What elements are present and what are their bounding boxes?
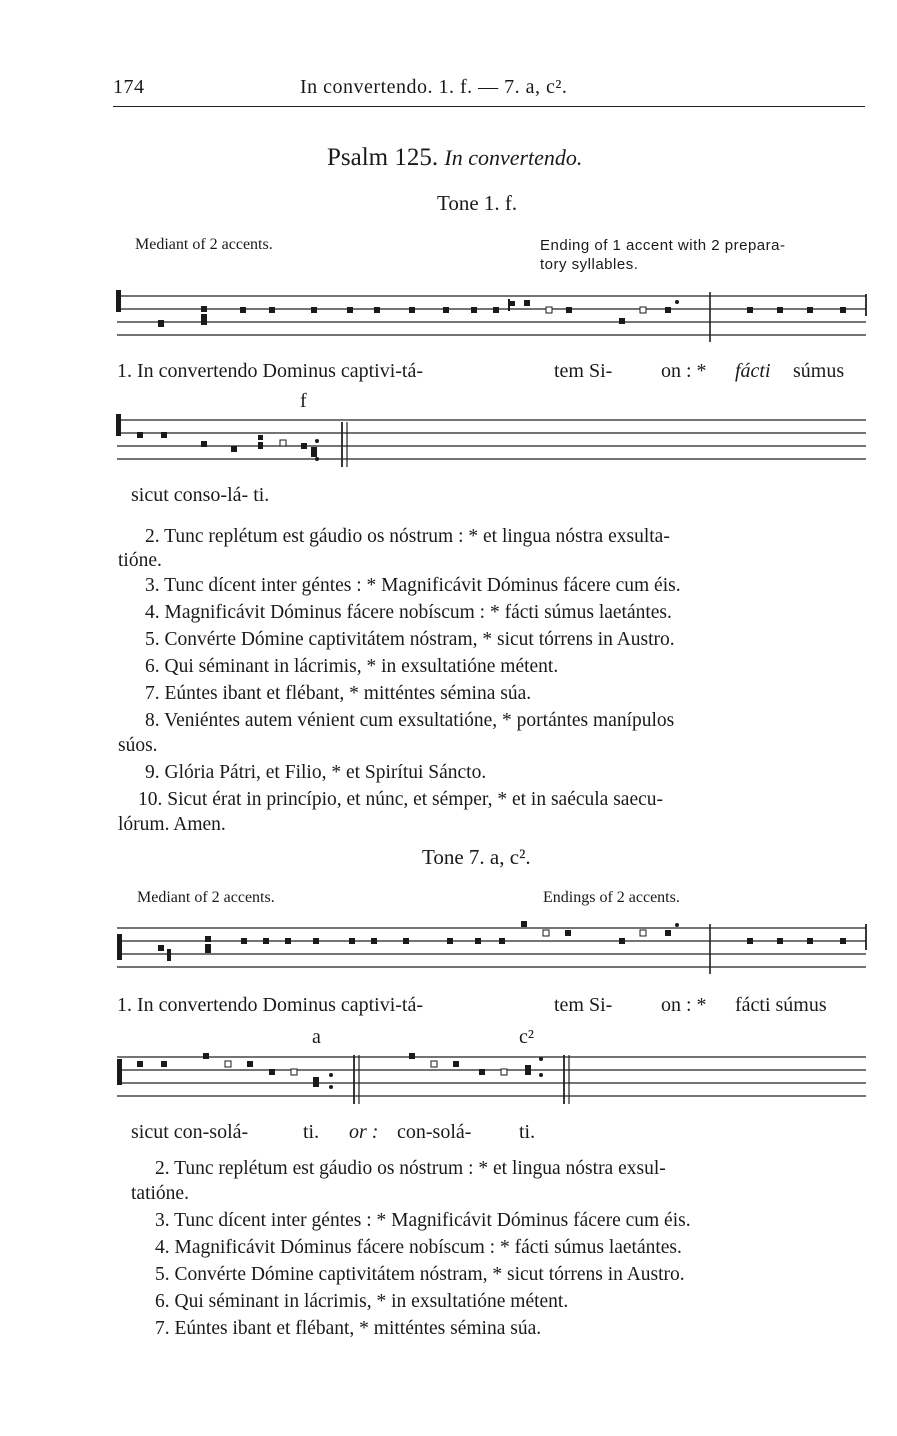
chant-staff-3 bbox=[113, 916, 868, 978]
underlay-2: sicut conso-lá- ti. bbox=[131, 484, 270, 506]
verse-1-10a: 10. Sicut érat in princípio, et núnc, et sémper, * et in saécula saecu- bbox=[138, 789, 663, 810]
verse-2-2a: 2. Tunc replétum est gáudio os nóstrum : * et lingua nóstra exsul- bbox=[155, 1158, 666, 1179]
underlay-4-d: con-solá- bbox=[397, 1121, 472, 1143]
underlay-1-c: on : * bbox=[661, 360, 707, 382]
verse-2-3: 3. Tunc dícent inter géntes : * Magnificávit Dóminus fácere cum éis. bbox=[155, 1210, 691, 1231]
tone-7-heading: Tone 7. a, c². bbox=[422, 845, 531, 869]
chant-staff-1 bbox=[113, 286, 868, 346]
underlay-4-c: or : bbox=[349, 1121, 379, 1143]
verse-1-10b: lórum. Amen. bbox=[118, 814, 226, 835]
verse-1-9: 9. Glória Pátri, et Filio, * et Spirítui Sáncto. bbox=[145, 762, 487, 783]
underlay-1-e: súmus bbox=[793, 360, 845, 382]
verse-1-2a: 2. Tunc replétum est gáudio os nóstrum : * et lingua nóstra exsulta- bbox=[145, 526, 670, 547]
verse-1-6: 6. Qui séminant in lácrimis, * in exsultatióne métent. bbox=[145, 656, 559, 677]
psalm-title bbox=[327, 144, 582, 172]
verse-1-8b: súos. bbox=[118, 735, 158, 756]
tone-1-heading: Tone 1. f. bbox=[437, 191, 518, 215]
underlay-3-b: tem Si- bbox=[554, 994, 613, 1016]
ending-label-f: f bbox=[300, 390, 307, 412]
underlay-1-b: tem Si- bbox=[554, 360, 613, 382]
underlay-3-d: fácti súmus bbox=[735, 994, 827, 1016]
verse-1-7: 7. Eúntes ibant et flébant, * mitténtes sémina súa. bbox=[145, 683, 532, 704]
ending-note-1-line2: tory syllables. bbox=[540, 256, 639, 273]
verse-2-5: 5. Convérte Dómine captivitátem nóstram, * sicut tórrens in Austro. bbox=[155, 1264, 685, 1285]
verse-1-8a: 8. Veniéntes autem vénient cum exsultatióne, * portántes manípulos bbox=[145, 710, 675, 731]
underlay-1-d: fácti bbox=[735, 360, 771, 382]
ending-label-c2: c² bbox=[519, 1026, 534, 1048]
mediant-note-2: Mediant of 2 accents. bbox=[137, 889, 275, 906]
underlay-4-e: ti. bbox=[519, 1121, 536, 1143]
header-rule bbox=[113, 106, 865, 107]
ending-label-a: a bbox=[312, 1026, 321, 1048]
underlay-1-a: 1. In convertendo Dominus captivi-tá- bbox=[117, 360, 424, 382]
chant-staff-4 bbox=[113, 1047, 868, 1107]
underlay-4-a: sicut con-solá- bbox=[131, 1121, 249, 1143]
chant-staff-2 bbox=[113, 410, 868, 470]
notes-2 bbox=[116, 414, 319, 461]
verse-1-4: 4. Magnificávit Dóminus fácere nobíscum : * fácti súmus laetántes. bbox=[145, 602, 672, 623]
verse-1-2b: tióne. bbox=[118, 550, 162, 571]
underlay-3-a: 1. In convertendo Dominus captivi-tá- bbox=[117, 994, 424, 1016]
underlay-4-b: ti. bbox=[303, 1121, 320, 1143]
verse-1-5: 5. Convérte Dómine captivitátem nóstram, * sicut tórrens in Austro. bbox=[145, 629, 675, 650]
psalm-label: Psalm 125. bbox=[327, 144, 439, 171]
psalm-incipit: In convertendo. bbox=[444, 145, 583, 170]
underlay-3-c: on : * bbox=[661, 994, 707, 1016]
page-number: 174 bbox=[113, 76, 145, 98]
verse-2-6: 6. Qui séminant in lácrimis, * in exsultatióne métent. bbox=[155, 1291, 569, 1312]
ending-note-2: Endings of 2 accents. bbox=[543, 889, 680, 906]
verse-2-7: 7. Eúntes ibant et flébant, * mitténtes sémina súa. bbox=[155, 1318, 542, 1339]
running-title: In convertendo. 1. f. — 7. a, c². bbox=[300, 76, 568, 98]
ending-note-1-line1: Ending of 1 accent with 2 prepara- bbox=[540, 237, 786, 254]
verse-2-2b: tatióne. bbox=[131, 1183, 189, 1204]
mediant-note-1: Mediant of 2 accents. bbox=[135, 236, 273, 253]
verse-1-3: 3. Tunc dícent inter géntes : * Magnificávit Dóminus fácere cum éis. bbox=[145, 575, 681, 596]
verse-2-4: 4. Magnificávit Dóminus fácere nobíscum : * fácti súmus laetántes. bbox=[155, 1237, 682, 1258]
